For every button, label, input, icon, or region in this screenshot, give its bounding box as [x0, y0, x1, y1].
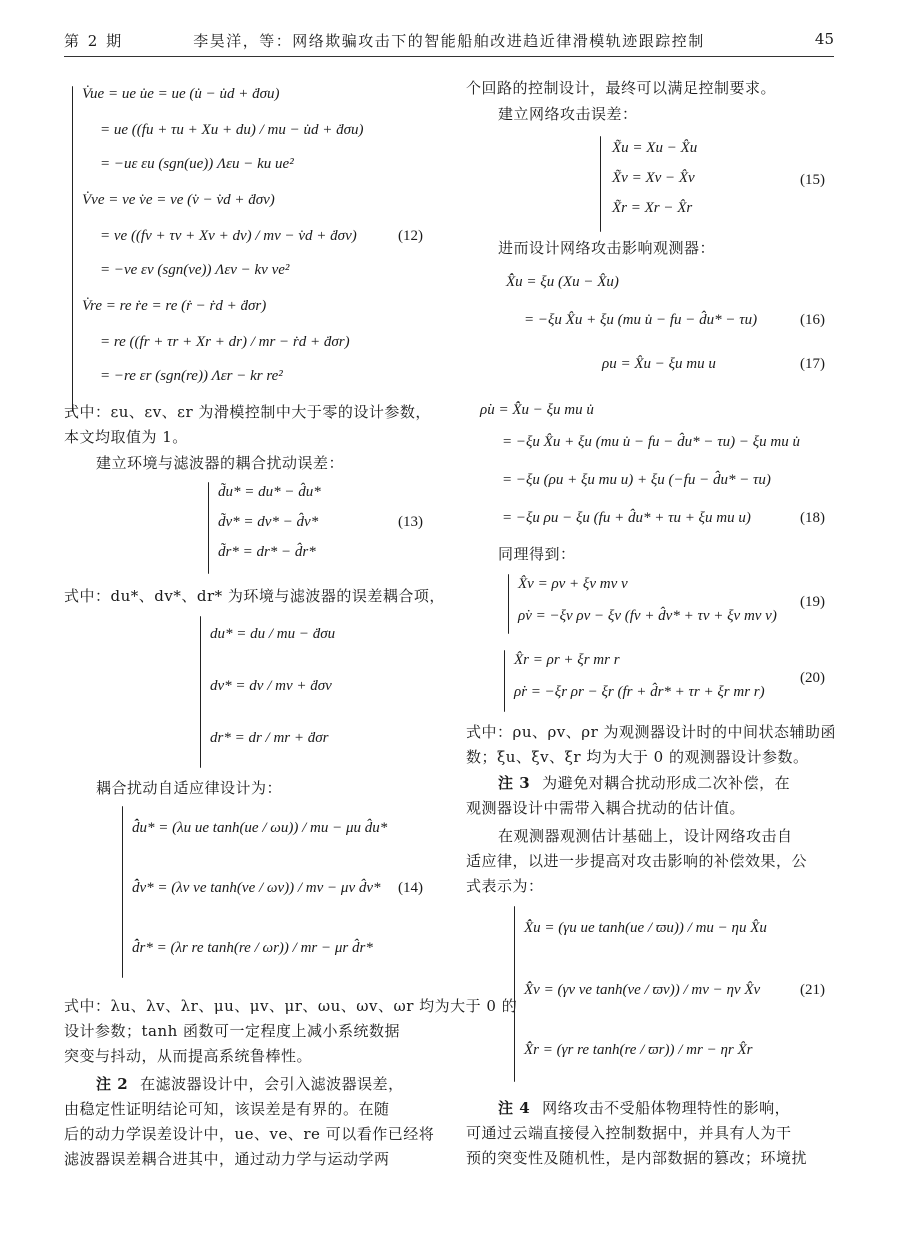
para-coupling-terms: 式中：du*、dv*、dr* 为环境与滤波器的误差耦合项， — [64, 587, 445, 605]
eq15-number: (15) — [800, 172, 825, 188]
note-4-text-1: 网络攻击不受船体物理特性的影响， — [542, 1099, 791, 1117]
eq13-line-3: d̃r* = dr* − d̂r* — [218, 544, 316, 560]
eq16-line-1: X̂̇u = ξu (Xu − X̂u) — [506, 274, 619, 290]
eq15-line-1: X̃u = Xu − X̂u — [612, 140, 698, 156]
eq20-brace — [504, 650, 505, 712]
eq18-line-2: = −ξu X̂u + ξu (mu u̇ − fu − d̂u* − τu) − ξu mu u̇ — [502, 434, 800, 450]
eq21-number: (21) — [800, 982, 825, 998]
eq-coupling-brace — [200, 616, 201, 768]
running-title: 李昊洋，等：网络欺骗攻击下的智能船舶改进趋近律滑模轨迹跟踪控制 — [193, 32, 705, 50]
note-4-line-2: 可通过云端直接侵入控制数据中，并具有人为干 — [466, 1124, 792, 1142]
note-4-line-1 — [498, 1096, 790, 1121]
eq17-number: (17) — [800, 356, 825, 372]
para-adaptive-attack-3: 式表示为： — [466, 877, 544, 895]
eq19-number: (19) — [800, 594, 825, 610]
note-3-text-1: 为避免对耦合扰动形成二次补偿，在 — [542, 774, 791, 792]
eq19-line-2: ρ̇v = −ξv ρv − ξv (fv + d̂v* + τv + ξv mv v) — [518, 608, 777, 624]
eq-coupling-line-3: dr* = dr / mr + ḋσr — [210, 730, 329, 746]
eq20-line-2: ρ̇r = −ξr ρr − ξr (fr + d̂r* + τr + ξr mr r) — [514, 684, 765, 700]
para-params-3: 突变与抖动，从而提高系统鲁棒性。 — [64, 1047, 313, 1065]
para-epsilon: 式中：εu、εv、εr 为滑模控制中大于零的设计参数， — [64, 403, 431, 421]
note-4-label: 注 4 — [498, 1099, 531, 1117]
eq18-line-4: = −ξu ρu − ξu (fu + d̂u* + τu + ξu mu u) — [502, 510, 751, 526]
note-2-line-2: 由稳定性证明结论可知，该误差是有界的。在随 — [64, 1100, 390, 1118]
para-coupling-intro: 建立环境与滤波器的耦合扰动误差： — [96, 454, 345, 472]
eq19-brace — [508, 574, 509, 634]
running-header — [64, 30, 834, 52]
eq12-line-4: V̇ve = ve v̇e = ve (v̇ − v̇d + ḋσv) — [82, 192, 275, 208]
eq12-line-8: = re ((fr + τr + Xr + dr) / mr − ṙd + ḋσr) — [100, 334, 350, 350]
eq12-line-3: = −uε εu (sgn(ue)) Λεu − ku ue² — [100, 156, 294, 172]
para-rho-xi-1: 式中：ρu、ρv、ρr 为观测器设计时的中间状态辅助函 — [466, 723, 837, 741]
eq21-line-3: X̂̇r = (γr re tanh(re / ϖr)) / mr − ηr X̂r — [524, 1042, 753, 1058]
eq15-line-3: X̃r = Xr − X̂r — [612, 200, 693, 216]
para-epsilon-cont: 本文均取值为 1。 — [64, 428, 188, 446]
header-rule — [64, 56, 834, 57]
para-params-2: 设计参数；tanh 函数可一定程度上减小系统数据 — [64, 1022, 401, 1040]
para-attack-error: 建立网络攻击误差： — [498, 105, 638, 123]
page-number: 45 — [814, 30, 834, 48]
eq12-line-7: V̇re = re ṙe = re (ṙ − ṙd + ḋσr) — [82, 298, 267, 314]
para-params-1: 式中：λu、λv、λr、μu、μv、μr、ωu、ωv、ωr 均为大于 0 的 — [64, 997, 518, 1015]
eq12-line-5: = ve ((fv + τv + Xv + dv) / mv − v̇d + ḋσv) — [100, 228, 357, 244]
eq14-line-3: d̂̇r* = (λr re tanh(re / ωr)) / mr − μr d̂r* — [132, 940, 373, 956]
para-observer-intro: 进而设计网络攻击影响观测器： — [498, 239, 716, 257]
eq12-line-9: = −re εr (sgn(re)) Λεr − kr re² — [100, 368, 283, 384]
eq14-number: (14) — [398, 880, 423, 896]
eq-coupling-line-1: du* = du / mu − ḋσu — [210, 626, 336, 642]
eq13-line-1: d̃u* = du* − d̂u* — [218, 484, 321, 500]
eq21-line-2: X̂̇v = (γv ve tanh(ve / ϖv)) / mv − ηv X̂v — [524, 982, 761, 998]
eq13-number: (13) — [398, 514, 423, 530]
para-adaptive-law: 耦合扰动自适应律设计为： — [96, 779, 283, 797]
para-adaptive-attack-1: 在观测器观测估计基础上，设计网络攻击自 — [498, 827, 793, 845]
eq19-line-1: X̂v = ρv + ξv mv v — [518, 576, 628, 592]
eq18-number: (18) — [800, 510, 825, 526]
note-3-label: 注 3 — [498, 774, 531, 792]
eq21-brace — [514, 906, 515, 1082]
eq14-line-2: d̂̇v* = (λv ve tanh(ve / ωv)) / mv − μv d̂v* — [132, 880, 381, 896]
eq16-number: (16) — [800, 312, 825, 328]
eq15-line-2: X̃v = Xv − X̂v — [612, 170, 695, 186]
eq12-brace — [72, 86, 73, 412]
note-4-line-3: 预的突变性及随机性，是内部数据的篡改；环境扰 — [466, 1149, 808, 1167]
note-2-line-4: 滤波器误差耦合进其中，通过动力学与运动学两 — [64, 1150, 390, 1168]
para-adaptive-attack-2: 适应律，以进一步提高对攻击影响的补偿效果，公 — [466, 852, 808, 870]
eq14-line-1: d̂̇u* = (λu ue tanh(ue / ωu)) / mu − μu d̂u* — [132, 820, 388, 836]
eq16-line-2: = −ξu X̂u + ξu (mu u̇ − fu − d̂u* − τu) — [524, 312, 758, 328]
eq-coupling-line-2: dv* = dv / mv + ḋσv — [210, 678, 332, 694]
eq18-line-1: ρ̇u = X̂̇u − ξu mu u̇ — [480, 402, 594, 418]
para-control-loops: 个回路的控制设计，最终可以满足控制要求。 — [466, 79, 777, 97]
eq13-brace — [208, 482, 209, 574]
eq12-line-1: V̇ue = ue u̇e = ue (u̇ − u̇d + ḋσu) — [82, 86, 280, 102]
note-3-line-1 — [498, 771, 790, 796]
eq12-line-2: = ue ((fu + τu + Xu + du) / mu − u̇d + ḋσu) — [100, 122, 364, 138]
note-2-label: 注 2 — [96, 1075, 129, 1093]
eq12-number: (12) — [398, 228, 423, 244]
note-2-line-3: 后的动力学误差设计中，ue、ve、re 可以看作已经将 — [64, 1125, 435, 1143]
eq15-brace — [600, 136, 601, 232]
para-similarly: 同理得到： — [498, 545, 576, 563]
note-3-line-2: 观测器设计中需带入耦合扰动的估计值。 — [466, 799, 746, 817]
issue-number: 第 2 期 — [64, 32, 124, 50]
para-rho-xi-2: 数；ξu、ξv、ξr 均为大于 0 的观测器设计参数。 — [466, 748, 809, 766]
eq12-line-6: = −ve εv (sgn(ve)) Λεv − kv ve² — [100, 262, 290, 278]
eq21-line-1: X̂̇u = (γu ue tanh(ue / ϖu)) / mu − ηu X̂u — [524, 920, 767, 936]
eq18-line-3: = −ξu (ρu + ξu mu u) + ξu (−fu − d̂u* − τu) — [502, 472, 771, 488]
eq14-brace — [122, 806, 123, 978]
eq20-number: (20) — [800, 670, 825, 686]
eq20-line-1: X̂r = ρr + ξr mr r — [514, 652, 620, 668]
note-2-line-1 — [96, 1072, 404, 1097]
eq13-line-2: d̃v* = dv* − d̂v* — [218, 514, 319, 530]
note-2-text-1: 在滤波器设计中，会引入滤波器误差， — [140, 1075, 404, 1093]
eq17-line: ρu = X̂u − ξu mu u — [602, 356, 716, 372]
